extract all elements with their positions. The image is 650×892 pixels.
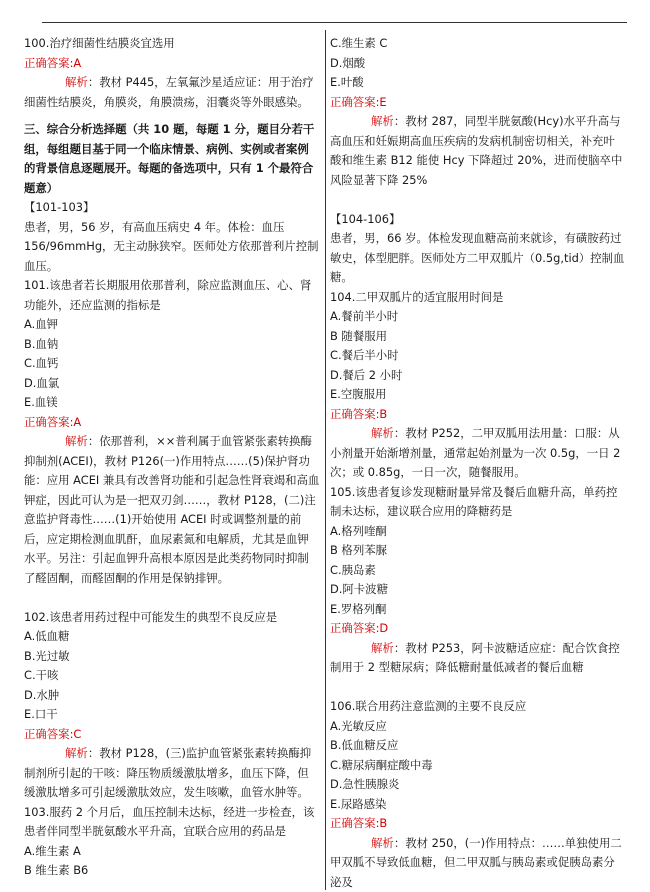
option-102-d: D.水肿 [24,686,320,706]
group-header-101-103: 【101-103】 [24,198,320,218]
question-102: 102.该患者用药过程中可能发生的典型不良反应是 [24,608,320,628]
question-100: 100.治疗细菌性结膜炎宜选用 [24,34,320,54]
option-101-d: D.血氯 [24,374,320,394]
option-102-b: B.光过敏 [24,647,320,667]
answer-104: 正确答案:B [330,405,626,425]
option-102-c: C.干咳 [24,666,320,686]
option-106-e: E.尿路感染 [330,795,626,815]
analysis-101 [24,432,320,588]
question-105: 105.该患者复诊发现糖耐量异常及餐后血糖升高，单药控制未达标，建议联合应用的降糖药是 [330,483,626,522]
analysis-103 [330,112,626,190]
analysis-text: ：依那普利，××普利属于血管紧张素转换酶抑制剂(ACEI)，教材 P126(一)作用特点……(5)保护肾功能：应用 ACEI 兼具有改善肾功能和引起急性肾衰竭和高血钾症，因此可认为是一把双刃剑……，教材 P128，(二)注意监护肾毒性……(1)开始使用 ACEI 时或调整剂量的前后，应定期检测血肌酐，血尿素氮和电解质，尤其是血钾水平。另注：引起血钾升高根本原因是此类药物同时抑制了醛固酮，而醛固酮的作用是保钠排钾。 [24,434,319,585]
option-105-b: B 格列苯脲 [330,541,626,561]
option-104-a: A.餐前半小时 [330,307,626,327]
left-column [24,34,320,881]
analysis-100 [24,73,320,112]
option-102-e: E.口干 [24,705,320,725]
analysis-102 [24,744,320,803]
question-104: 104.二甲双胍片的适宜服用时间是 [330,288,626,308]
option-106-a: A.光敏反应 [330,717,626,737]
analysis-label: 解析 [65,746,88,760]
option-106-d: D.急性胰腺炎 [330,775,626,795]
question-103: 103.服药 2 个月后，血压控制未达标，经进一步检查，该患者伴同型半胱氨酸水平升高，宜联合应用的药品是 [24,803,320,842]
answer-100: 正确答案:A [24,54,320,74]
analysis-label: 解析 [65,75,88,89]
question-101: 101.该患者若长期服用依那普利，除应监测血压、心、肾功能外，还应监测的指标是 [24,276,320,315]
option-103-e: E.叶酸 [330,73,626,93]
right-column [330,34,626,892]
analysis-104 [330,424,626,483]
analysis-label: 解析 [371,641,394,655]
option-106-b: B.低血糖反应 [330,736,626,756]
case-104-106: 患者，男，66 岁。体检发现血糖高前来就诊，有磺胺药过敏史，体型肥胖。医师处方二甲双胍片（0.5g,tid）控制血糖。 [330,229,626,288]
option-105-a: A.格列喹酮 [330,522,626,542]
option-104-b: B 随餐服用 [330,327,626,347]
option-101-e: E.血镁 [24,393,320,413]
case-101-103: 患者，男，56 岁，有高血压病史 4 年。体检：血压 156/96mmHg，无主动脉狭窄。医师处方依那普利片控制血压。 [24,218,320,277]
answer-102: 正确答案:C [24,725,320,745]
option-101-a: A.血钾 [24,315,320,335]
option-103-d: D.烟酸 [330,54,626,74]
option-104-d: D.餐后 2 小时 [330,366,626,386]
group-header-104-106: 【104-106】 [330,210,626,230]
option-102-a: A.低血糖 [24,627,320,647]
section-title: 三、综合分析选择题（共 10 题，每题 1 分，题目分若干组，每组题目基于同一个临床情景、病例、实例或者案例的背景信息逐题展开。每题的备选项中，只有 1 个最符合题意） [24,120,320,198]
answer-106: 正确答案:B [330,814,626,834]
header-rule [42,22,627,23]
analysis-label: 解析 [371,836,394,850]
answer-101: 正确答案:A [24,413,320,433]
option-104-e: E.空腹服用 [330,385,626,405]
option-103-a: A.维生素 A [24,842,320,862]
option-104-c: C.餐后半小时 [330,346,626,366]
option-106-c: C.糖尿病酮症酸中毒 [330,756,626,776]
analysis-106 [330,834,626,892]
analysis-label: 解析 [371,114,394,128]
answer-103: 正确答案:E [330,93,626,113]
analysis-text: ：教材 P253，阿卡波糖适应症：配合饮食控制用于 2 型糖尿病；降低糖耐量低减者的餐后血糖 [330,641,620,675]
question-106: 106.联合用药注意监测的主要不良反应 [330,697,626,717]
option-105-c: C.胰岛素 [330,561,626,581]
analysis-label: 解析 [65,434,88,448]
analysis-text: ：教材 287，同型半胱氨酸(Hcy)水平升高与高血压和妊娠期高血压疾病的发病机制密切相关，补充叶酸和维生素 B12 能使 Hcy 下降超过 20%，进而使脑卒中风险显著下降 25% [330,114,622,187]
option-105-e: E.罗格列酮 [330,600,626,620]
analysis-105 [330,639,626,678]
analysis-text: ：教材 P128，(三)监护血管紧张素转换酶抑制剂所引起的干咳：降压物质缓激肽增多，血压下降，但缓激肽增多可引起缓激肽效应，发生咳嗽，血管水肿等。 [24,746,311,799]
option-101-c: C.血钙 [24,354,320,374]
analysis-label: 解析 [371,426,394,440]
answer-105: 正确答案:D [330,619,626,639]
option-103-c: C.维生素 C [330,34,626,54]
option-101-b: B.血钠 [24,335,320,355]
analysis-text: ：教材 250，(一)作用特点：……单独使用二甲双胍不导致低血糖，但二甲双胍与胰岛素或促胰岛素分泌及 [330,836,622,889]
option-103-b: B 维生素 B6 [24,861,320,881]
column-divider [325,30,326,890]
analysis-text: ：教材 P445，左氧氟沙星适应证：用于治疗细菌性结膜炎，角膜炎，角膜溃疡，泪囊炎等外眼感染。 [24,75,314,109]
option-105-d: D.阿卡波糖 [330,580,626,600]
analysis-text: ：教材 P252，二甲双胍用法用量：口服：从小剂量开始渐增剂量，通常起始剂量为一次 0.5g，一日 2 次；或 0.85g，一日一次，随餐服用。 [330,426,620,479]
